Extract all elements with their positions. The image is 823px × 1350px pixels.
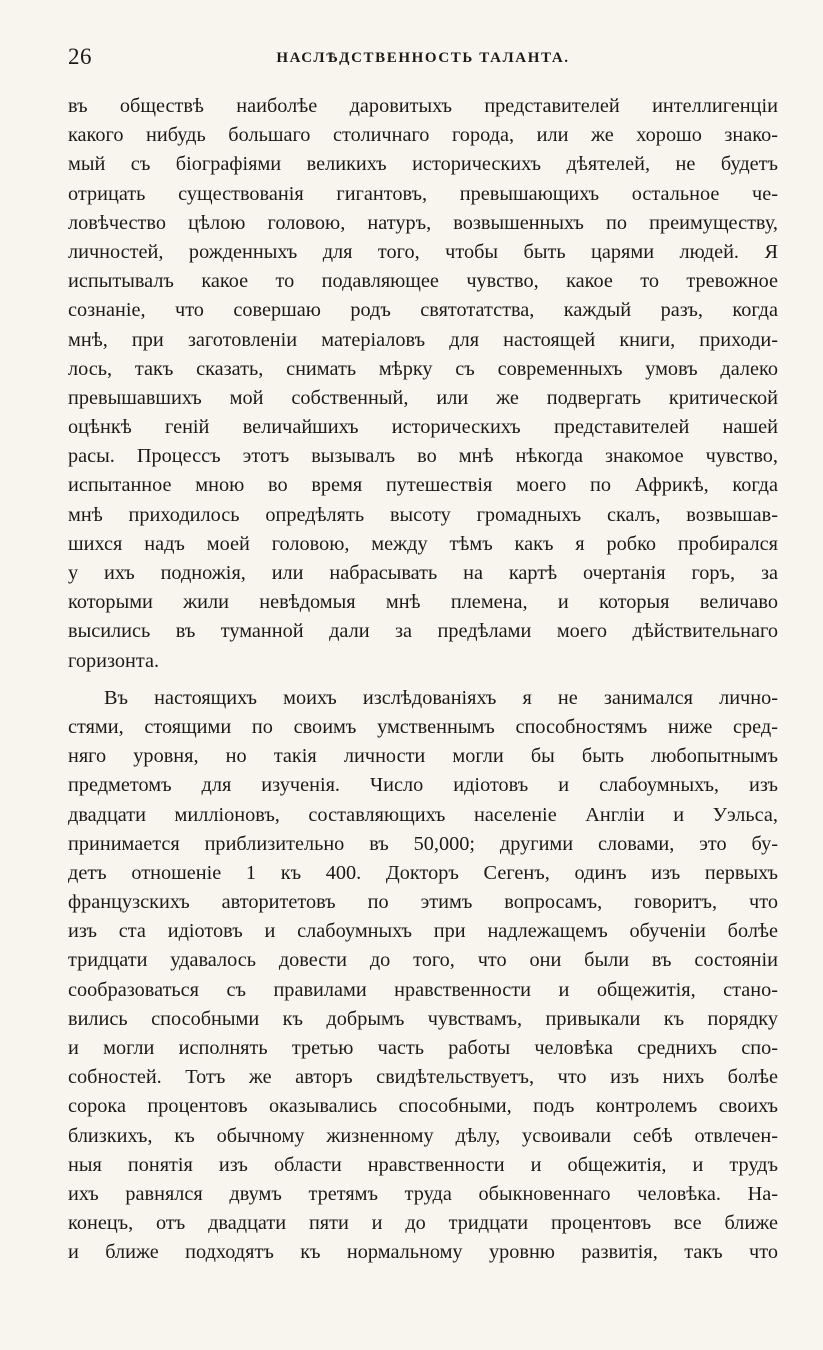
text-line: и ближе подходятъ къ нормальному уровню развитія, такъ что (68, 1241, 778, 1264)
text-line: тридцати удавалось довести до того, что они были въ состояніи (68, 949, 778, 972)
paragraph-2 (68, 684, 778, 1268)
text-line: оцѣнкѣ геній величайшихъ историческихъ представителей нашей (68, 416, 778, 439)
text-line: французскихъ авторитетовъ по этимъ вопросамъ, говоритъ, что (68, 891, 778, 914)
text-line: Въ настоящихъ моихъ изслѣдованіяхъ я не занимался лично- (104, 686, 778, 709)
text-line: сорока процентовъ оказывались способными, подъ контролемъ своихъ (68, 1095, 778, 1118)
text-line: испытанное мною во время путешествія моего по Африкѣ, когда (68, 474, 778, 497)
text-line: въ обществѣ наиболѣе даровитыхъ представителей интеллигенціи (68, 95, 778, 117)
running-title: НАСЛѢДСТВЕННОСТЬ ТАЛАНТА. (276, 50, 570, 66)
text-line: двадцати милліоновъ, составляющихъ населеніе Англіи и Уэльса, (68, 803, 778, 826)
text-line: какого нибудь большаго столичнаго города, или же хорошо знако- (68, 124, 778, 147)
text-line: сообразоваться съ правилами нравственности и общежитія, стано- (68, 978, 778, 1001)
text-line: расы. Процессъ этотъ вызывалъ во мнѣ нѣкогда знакомое чувство, (68, 445, 778, 468)
text-line: вились способными къ добрымъ чувствамъ, привыкали къ порядку (68, 1007, 778, 1030)
text-line: испытывалъ какое то подавляющее чувство, какое то тревожное (68, 270, 778, 293)
text-line: няго уровня, но такія личности могли бы быть любопытнымъ (68, 745, 778, 768)
text-line: мнѣ, при заготовленіи матеріаловъ для настоящей книги, приходи- (68, 328, 778, 351)
text-line: стями, стоящими по своимъ умственнымъ способностямъ ниже сред- (68, 715, 778, 738)
text-line: мый съ біографіями великихъ историческихъ дѣятелей, не будетъ (68, 153, 778, 176)
text-line: шихся надъ моей головою, между тѣмъ какъ я робко пробирался (68, 532, 778, 555)
text-line: ихъ равнялся двумъ третямъ труда обыкновеннаго человѣка. На- (68, 1182, 778, 1205)
text-line: сознаніе, что совершаю родъ святотатства, каждый разъ, когда (68, 299, 778, 322)
text-line: ловѣчество цѣлою головою, натуръ, возвышенныхъ по преимуществу, (68, 211, 778, 234)
text-line: близкихъ, къ обычному жизненному дѣлу, усвоивали себѣ отвлечен- (68, 1124, 778, 1147)
text-line: собностей. Тотъ же авторъ свидѣтельствуетъ, что изъ нихъ болѣе (68, 1066, 778, 1089)
text-line: лось, такъ сказать, снимать мѣрку съ современныхъ умовъ далеко (68, 357, 778, 380)
page-number: 26 (68, 44, 92, 69)
text-line: мнѣ приходилось опредѣлять высоту громадныхъ скалъ, возвышав- (68, 503, 778, 526)
paragraph-gap (68, 676, 778, 684)
text-line: детъ отношеніе 1 къ 400. Докторъ Сегенъ, одинъ изъ первыхъ (68, 861, 778, 884)
text-line: которыми жили невѣдомыя мнѣ племена, и которыя величаво (68, 591, 778, 614)
body-text (68, 92, 778, 1268)
text-line: и могли исполнять третью часть работы человѣка среднихъ спо- (68, 1037, 778, 1059)
text-line: конецъ, отъ двадцати пяти и до тридцати процентовъ все ближе (68, 1212, 778, 1235)
paragraph-1 (68, 92, 778, 676)
text-line: у ихъ подножія, или набрасывать на картѣ очертанія горъ, за (68, 562, 778, 584)
text-line: личностей, рожденныхъ для того, чтобы быть царями людей. Я (68, 240, 778, 263)
text-line: принимается приблизительно въ 50,000; другими словами, это бу- (68, 832, 778, 855)
text-line: ныя понятія изъ области нравственности и общежитія, и трудъ (68, 1153, 778, 1176)
text-line: превышавшихъ мой собственный, или же подвергать критической (68, 386, 778, 409)
page-header (68, 44, 778, 78)
text-line: изъ ста идіотовъ и слабоумныхъ при надлежащемъ обученіи болѣе (68, 920, 778, 943)
text-line: предметомъ для изученія. Число идіотовъ и слабоумныхъ, изъ (68, 774, 778, 797)
text-line: отрицать существованія гигантовъ, превышающихъ остальное че- (68, 182, 778, 205)
text-line: высились въ туманной дали за предѣлами моего дѣйствительнаго (68, 620, 778, 643)
text-line: горизонта. (68, 649, 160, 672)
